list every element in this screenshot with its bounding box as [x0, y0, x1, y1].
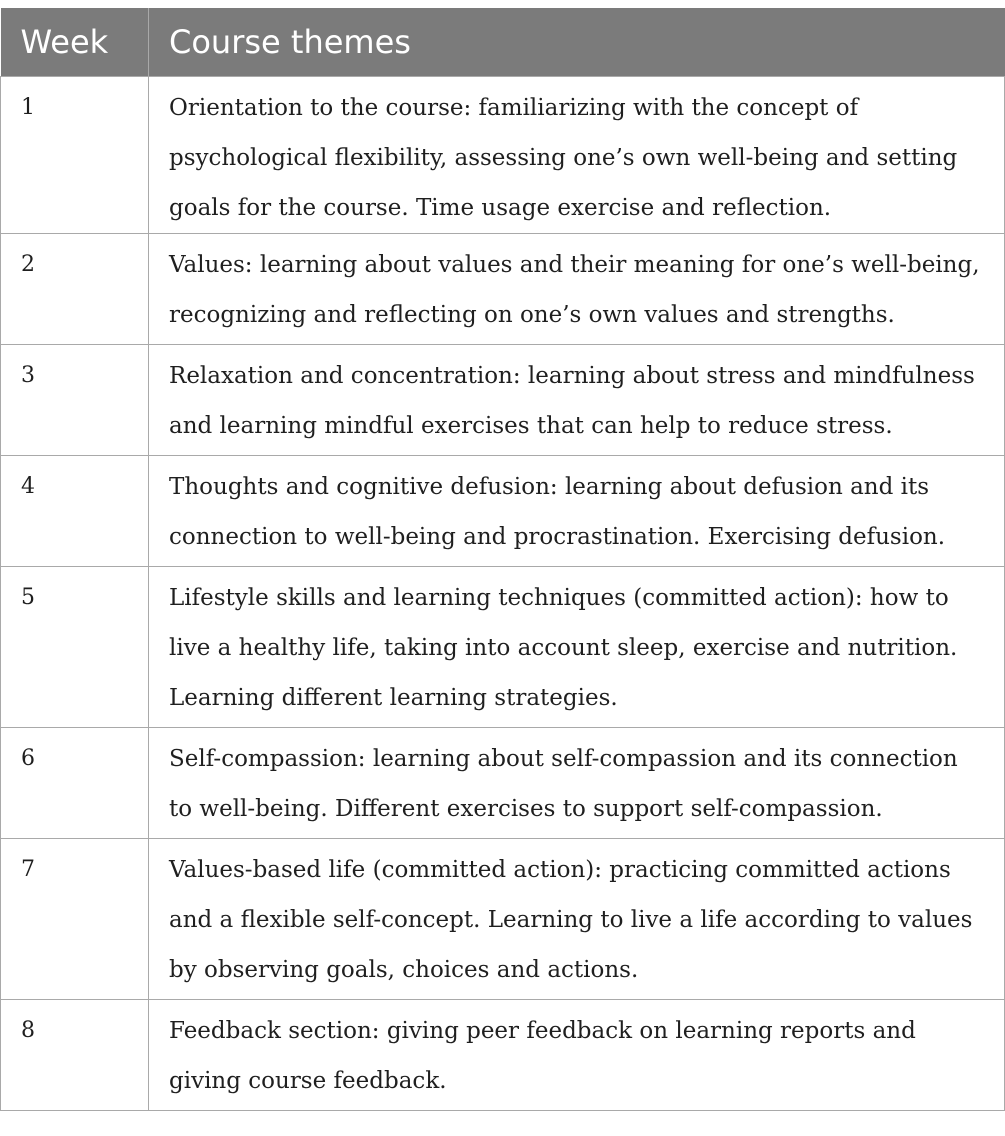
theme-cell: Relaxation and concentration: learning about stress and mindfulness and learning mindful exercises that can help to reduce stress.: [149, 345, 1005, 456]
table-row: [1, 728, 1005, 839]
header-row: [1, 8, 1005, 77]
theme-cell: Thoughts and cognitive defusion: learning about defusion and its connection to well-being and procrastination. Exercising defusion.: [149, 456, 1005, 567]
course-themes-table-container: [0, 8, 1004, 1111]
week-cell: 6: [1, 728, 149, 839]
table-row: [1, 345, 1005, 456]
theme-cell: Self-compassion: learning about self-compassion and its connection to well-being. Different exercises to support self-compassion.: [149, 728, 1005, 839]
course-themes-table: [0, 8, 1005, 1111]
week-cell: 8: [1, 1000, 149, 1111]
week-cell: 5: [1, 567, 149, 728]
table-row: [1, 839, 1005, 1000]
week-cell: 4: [1, 456, 149, 567]
theme-cell: Values: learning about values and their meaning for one’s well-being, recognizing and reflecting on one’s own values and strengths.: [149, 234, 1005, 345]
table-header: [1, 8, 1005, 77]
theme-cell: Values-based life (committed action): practicing committed actions and a flexible self-concept. Learning to live a life according to values by observing goals, choices and actions.: [149, 839, 1005, 1000]
theme-cell: Lifestyle skills and learning techniques (committed action): how to live a healthy life, taking into account sleep, exercise and nutrition. Learning different learning strategies.: [149, 567, 1005, 728]
table-row: [1, 234, 1005, 345]
week-cell: 2: [1, 234, 149, 345]
table-row: [1, 456, 1005, 567]
week-cell: 7: [1, 839, 149, 1000]
week-cell: 3: [1, 345, 149, 456]
header-course-themes: Course themes: [149, 8, 1005, 77]
table-body: [1, 77, 1005, 1111]
week-cell: 1: [1, 77, 149, 234]
header-week: Week: [1, 8, 149, 77]
table-row: [1, 567, 1005, 728]
theme-cell: Orientation to the course: familiarizing with the concept of psychological flexibility, assessing one’s own well-being and setting goals for the course. Time usage exercise and reflection.: [149, 77, 1005, 234]
table-row: [1, 77, 1005, 234]
theme-cell: Feedback section: giving peer feedback on learning reports and giving course feedback.: [149, 1000, 1005, 1111]
table-row: [1, 1000, 1005, 1111]
